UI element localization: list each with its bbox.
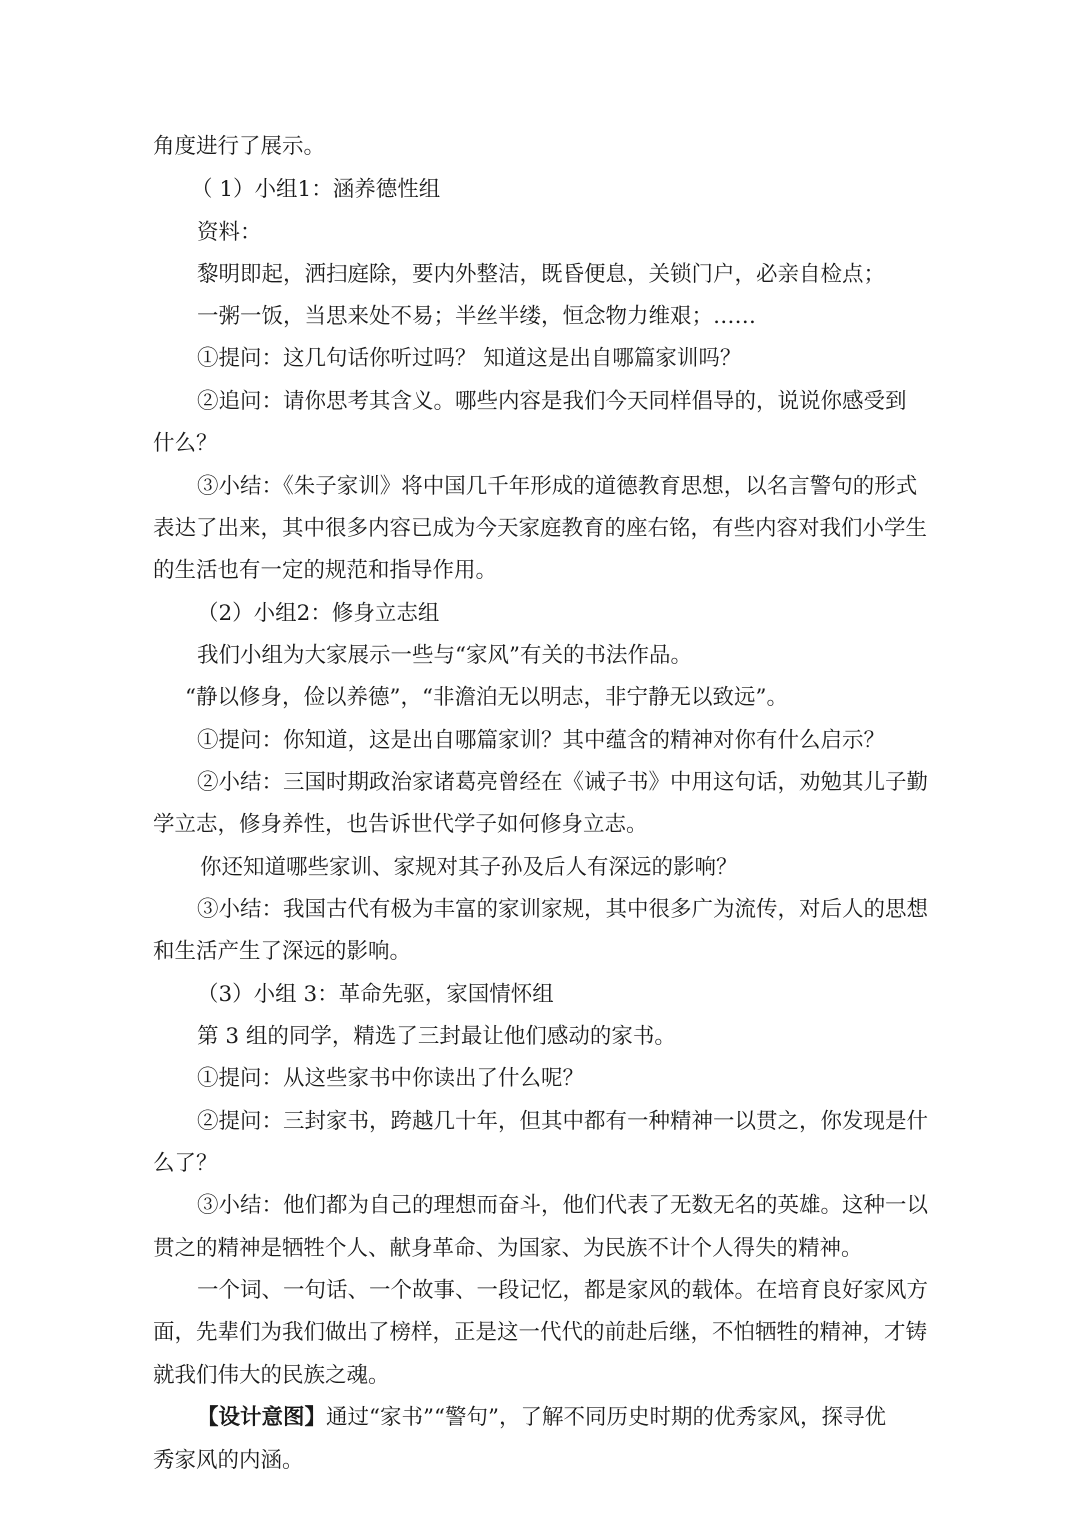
- paragraph-line: 一个词、一句话、一个故事、一段记忆，都是家风的载体。在培育良好家风方: [197, 1278, 929, 1303]
- summary-line: ③小结：他们都为自己的理想而奋斗，他们代表了无数无名的英雄。这种一以: [197, 1193, 929, 1218]
- quote-line: 一粥一饭，当思来处不易；半丝半缕，恒念物力维艰；……: [197, 304, 757, 329]
- paragraph-line: 就我们伟大的民族之魂。: [153, 1363, 390, 1388]
- summary-line: ③小结：《朱子家训》将中国几千年形成的道德教育思想，以名言警句的形式: [197, 474, 918, 499]
- paragraph-line: 角度进行了展示。: [153, 134, 326, 159]
- group3-heading: （3）小组 3：革命先驱，家国情怀组: [197, 982, 554, 1007]
- summary-line: ③小结：我国古代有极为丰富的家训家规，其中很多广为流传，对后人的思想: [197, 897, 929, 922]
- design-intent-text: 通过“家书”“警句”，了解不同历史时期的优秀家风，探寻优: [326, 1405, 886, 1430]
- paragraph-line: 和生活产生了深远的影响。: [153, 939, 412, 964]
- group2-heading: （2）小组2：修身立志组: [197, 601, 440, 626]
- group1-heading: （ 1）小组1：涵养德性组: [191, 177, 441, 202]
- design-intent-line: [197, 1403, 997, 1433]
- paragraph-line: 么了？: [153, 1151, 218, 1176]
- question-line: ②提问：三封家书，跨越几十年，但其中都有一种精神一以贯之，你发现是什: [197, 1109, 929, 1134]
- question-line: 你还知道哪些家训、家规对其子孙及后人有深远的影响？: [200, 855, 738, 880]
- question-line: ①提问：从这些家书中你读出了什么呢？: [197, 1066, 585, 1091]
- quote-line: 黎明即起，洒扫庭除，要内外整洁，既昏便息，关锁门户，必亲自检点；: [197, 262, 886, 287]
- design-intent-label: 【设计意图】: [197, 1405, 327, 1430]
- question-line: ②追问：请你思考其含义。哪些内容是我们今天同样倡导的，说说你感受到: [197, 389, 907, 414]
- paragraph-line: 表达了出来，其中很多内容已成为今天家庭教育的座右铭，有些内容对我们小学生: [153, 516, 928, 541]
- paragraph-line: 资料：: [197, 220, 262, 245]
- paragraph-line: 面，先辈们为我们做出了榜样，正是这一代代的前赴后继，不怕牺牲的精神，才铸: [153, 1320, 928, 1345]
- quote-line: “静以修身，俭以养德”，“非澹泊无以明志，非宁静无以致远”。: [185, 685, 788, 710]
- design-intent-line: 秀家风的内涵。: [153, 1448, 304, 1473]
- question-line: ①提问：这几句话你听过吗？ 知道这是出自哪篇家训吗？: [197, 346, 742, 371]
- paragraph-line: 的生活也有一定的规范和指导作用。: [153, 558, 498, 583]
- summary-line: ②小结：三国时期政治家诸葛亮曾经在《诫子书》中用这句话，劝勉其儿子勤: [197, 770, 929, 795]
- paragraph-line: 第 3 组的同学，精选了三封最让他们感动的家书。: [197, 1024, 676, 1049]
- paragraph-line: 我们小组为大家展示一些与“家风”有关的书法作品。: [197, 643, 692, 668]
- paragraph-line: 什么？: [153, 431, 218, 456]
- paragraph-line: 贯之的精神是牺牲个人、献身革命、为国家、为民族不计个人得失的精神。: [153, 1236, 863, 1261]
- paragraph-line: 学立志，修身养性，也告诉世代学子如何修身立志。: [153, 812, 648, 837]
- question-line: ①提问：你知道，这是出自哪篇家训？其中蕴含的精神对你有什么启示？: [197, 728, 886, 753]
